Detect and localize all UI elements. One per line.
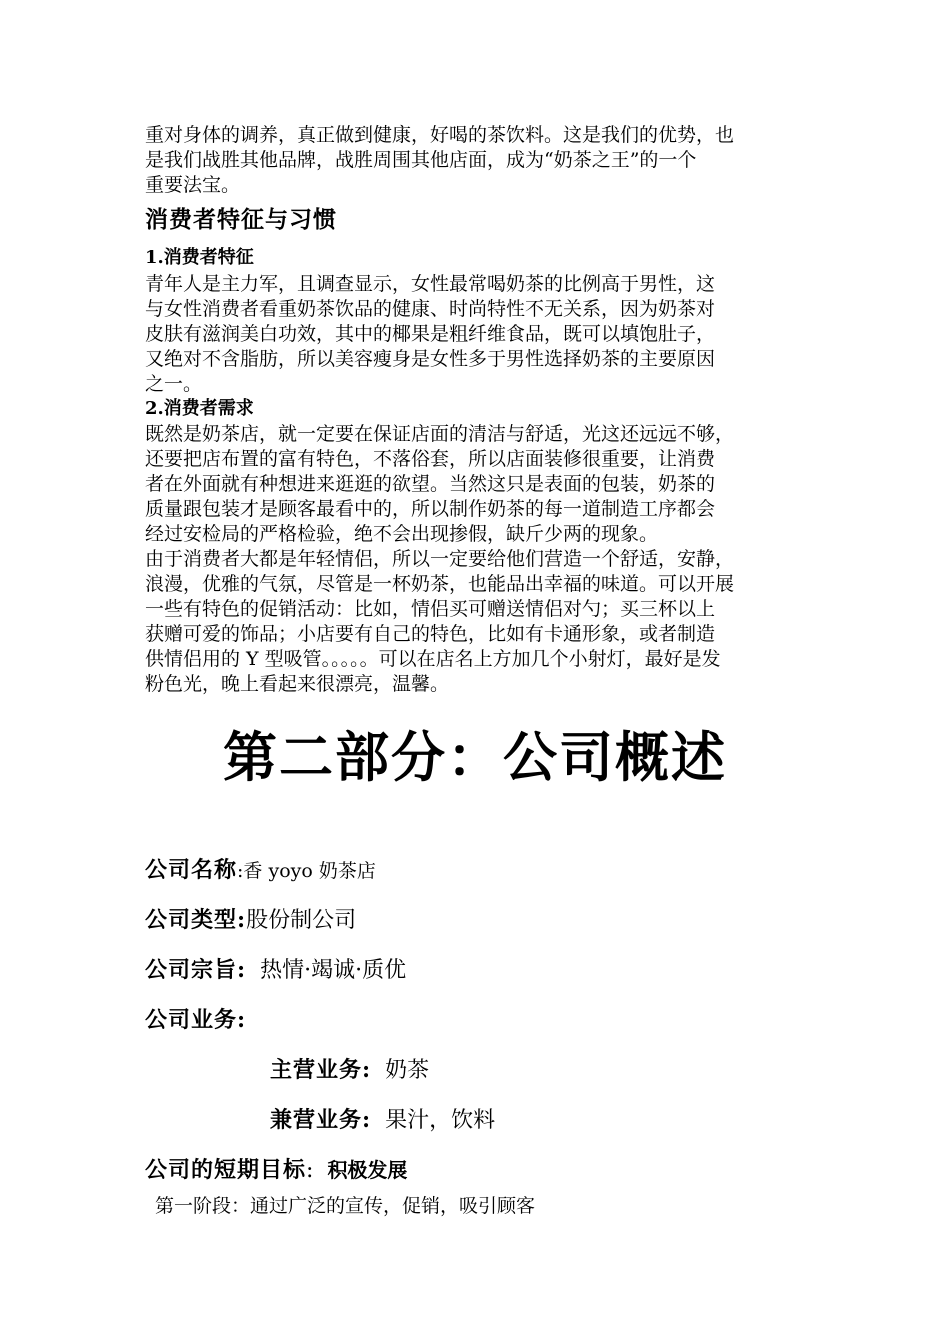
- traits-heading: 1.消费者特征: [145, 247, 254, 268]
- stage-one-text: 第一阶段：通过广泛的宣传，促销，吸引顾客: [155, 1195, 536, 1217]
- side-business-value: 果汁，饮料: [385, 1108, 496, 1133]
- text-line: 又绝对不含脂肪，所以美容瘦身是女性多于男性选择奶茶的主要原因: [145, 348, 716, 370]
- company-tenet-value: 热情·竭诚·质优: [260, 958, 407, 983]
- text-line: 浪漫，优雅的气氛，尽管是一杯奶茶，也能品出幸福的味道。可以开展: [145, 573, 735, 595]
- needs-heading: 2.消费者需求: [145, 398, 254, 419]
- short-goal-label: 公司的短期目标: [145, 1157, 307, 1183]
- intro-paragraph: [145, 123, 815, 198]
- text-line: 是我们战胜其他品牌，战胜周围其他店面，成为“奶茶之王”的一个: [145, 149, 697, 171]
- text-line: 一些有特色的促销活动：比如，情侣买可赠送情侣对勺；买三杯以上: [145, 598, 716, 620]
- main-business-row: [270, 1055, 429, 1086]
- needs-paragraph-1: [145, 422, 815, 547]
- company-tenet-row: [145, 955, 406, 986]
- short-goal-value: 积极发展: [327, 1158, 408, 1182]
- company-type-row: [145, 905, 356, 936]
- text-line: 重对身体的调养，真正做到健康，好喝的茶饮料。这是我们的优势，也: [145, 124, 735, 146]
- text-line: 粉色光，晚上看起来很漂亮，温馨。: [145, 673, 450, 695]
- text-line: 获赠可爱的饰品；小店要有自己的特色，比如有卡通形象，或者制造: [145, 623, 716, 645]
- short-goal-row: [145, 1155, 407, 1186]
- text-line: 者在外面就有种想进来逛逛的欲望。当然这只是表面的包装，奶茶的: [145, 473, 716, 495]
- company-name-row: [145, 855, 376, 886]
- consumer-section-heading: 消费者特征与习惯: [145, 206, 337, 233]
- company-tenet-label: 公司宗旨:: [145, 957, 247, 983]
- company-name-value: 香 yoyo 奶茶店: [243, 860, 376, 882]
- side-business-row: [270, 1105, 495, 1136]
- text-line: 之一。: [145, 373, 203, 395]
- text-line: 供情侣用的 Y 型吸管。。。。。可以在店名上方加几个小射灯，最好是发: [145, 648, 721, 670]
- text-line: 青年人是主力军，且调查显示，女性最常喝奶茶的比例高于男性，这: [145, 273, 716, 295]
- short-goal-separator: :: [306, 1158, 314, 1183]
- main-business-value: 奶茶: [385, 1058, 430, 1083]
- text-line: 重要法宝。: [145, 174, 241, 196]
- part-two-title: 第二部分：公司概述: [223, 725, 727, 789]
- company-name-separator: :: [237, 860, 244, 882]
- company-business-row: [145, 1005, 246, 1036]
- traits-paragraph: [145, 272, 815, 397]
- side-business-label: 兼营业务:: [270, 1107, 372, 1133]
- text-line: 皮肤有滋润美白功效，其中的椰果是粗纤维食品，既可以填饱肚子，: [145, 323, 716, 345]
- text-line: 由于消费者大都是年轻情侣，所以一定要给他们营造一个舒适，安静，: [145, 548, 735, 570]
- text-line: 质量跟包装才是顾客最看中的，所以制作奶茶的每一道制造工序都会: [145, 498, 716, 520]
- company-business-label: 公司业务:: [145, 1007, 247, 1033]
- text-line: 既然是奶茶店，就一定要在保证店面的清洁与舒适，光这还远远不够，: [145, 423, 735, 445]
- company-type-label: 公司类型:: [145, 907, 247, 933]
- main-business-label: 主营业务:: [270, 1057, 372, 1083]
- text-line: 与女性消费者看重奶茶饮品的健康、时尚特性不无关系，因为奶茶对: [145, 298, 716, 320]
- company-name-label: 公司名称: [145, 857, 238, 883]
- text-line: 经过安检局的严格检验，绝不会出现掺假，缺斤少两的现象。: [145, 523, 659, 545]
- company-type-value: 股份制公司: [246, 908, 357, 933]
- text-line: 还要把店布置的富有特色，不落俗套，所以店面装修很重要，让消费: [145, 448, 716, 470]
- needs-paragraph-2: [145, 547, 815, 697]
